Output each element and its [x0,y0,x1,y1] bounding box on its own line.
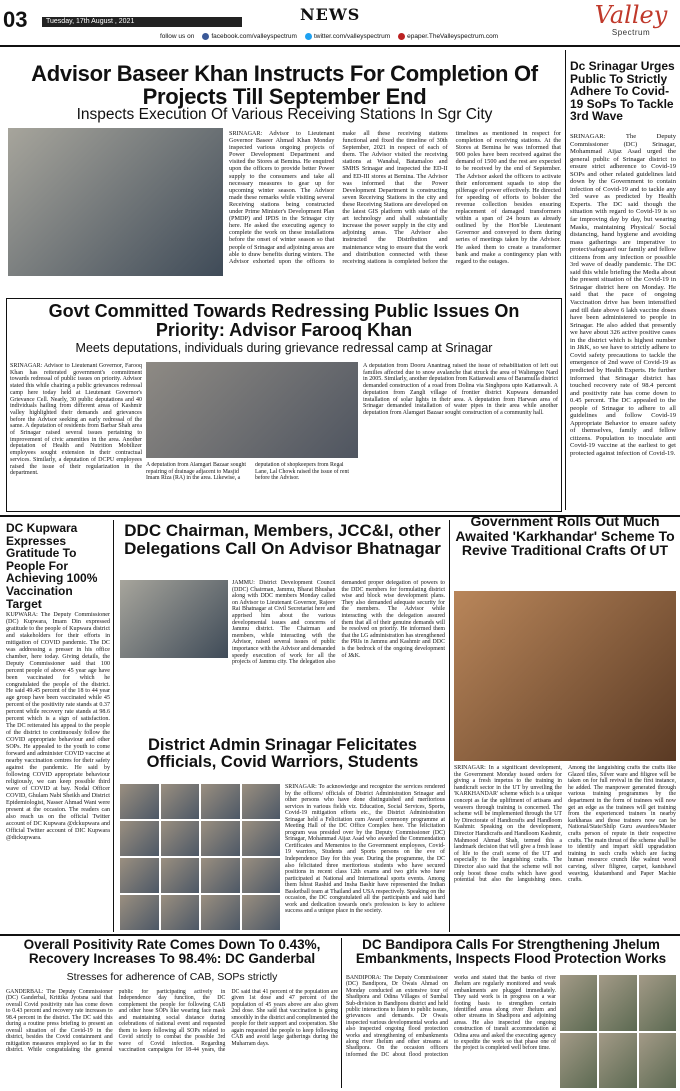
grievance-subhead: Meets deputations, individuals during grievance redressal camp at Srinagar [75,342,493,355]
twitter-icon [305,33,312,40]
lead-subhead: Inspects Execution Of Various Receiving Stations In Sgr City [76,107,493,123]
bandipora-photo [639,975,676,1031]
grievance-body-left: SRINAGAR: Advisor to Lieutenant Governor, Farooq Khan has reiterated government's commitment towards redressal of public issues on priority. Advisor stated this while chairing a public grievances redressal camp here today held at Lieutenant Governor's Grievance Cell. Nearly, 30 public deputations and 40 individuals hailing from different areas of Kashmir valley highlighted their demands and grievances before the Advisor seeking an early redressal of the same. A deputation of residents from Barbar Shah area of Srinagar raised several issues pertaining to improvement of civic amenities in the area. Another deputation of Health and Nutrition Mobilizer employees sought extension in their contractual services. Similarly, a deputation of DCPU employees raised the issue of their regularization in the department. [10,363,142,477]
column-divider [341,938,342,1088]
column-divider [565,50,566,510]
issue-date: Tuesday, 17th August , 2021 [42,17,242,27]
follow-label: follow us on [160,33,195,40]
grievance-photo [146,362,358,458]
felicitate-photo [201,821,240,856]
dc-srinagar-body: SRINAGAR: The Deputy Commissioner (DC) Srinagar, Mohammad Aijaz Asad urged the general public of Srinagar district to ensure strict adherence to Covid-19 SOPs and other related guidelines laid down by the Government to contain infection of Covid-19 and to tackle any 3rd wave as predicted by Health Experts. The DC said though the situation with regard to Covid-19 is so far improving day by day, but wearing Masks, maintaining Physical/ Social distancing, hand hygiene and avoiding mass gatherings are imperative to protect/safeguard our family and fellow citizens from any infection or possible 3rd wave of deadly pandemic. The DC said this while briefing the Media about the present situation of the Covid-19 in Srinagar district here on Monday. He said that the pace of ongoing Vaccination drive has been intensified and till date above 6 lakh vaccine doses have been administered to people in Srinagar. He also added that presently we have about 326 active positive cases in the district which is highest number in J&K, so we have to strictly adhere to Covid safety precautions to tackle the emergence of 2nd wave of Covid-19 as predicted by Health Experts. He further informed that Srinagar district has touched recovery rate of 98.4 percent and positivity rate has come down to 0.45 percent. The DC appealed to the people of Srinagar to adhere to all guidelines and follow Covid-19 Appropriate Behavior to ensure safety of themselves, family and fellow citizens. Population to inoculate anti Covid-19 vaccine at the earliest to get protected against infection of Covid-19. [570,133,676,457]
grievance-headline: Govt Committed Towards Redressing Public Issues On Priority: Advisor Farooq Khan [48,302,520,340]
felicitate-photo [161,784,200,819]
bandipora-photo [560,975,597,1031]
felicitate-photo [161,895,200,930]
epaper-link[interactable]: epaper.TheValleyspectrum.com [398,32,498,42]
karkhandar-photo [454,591,676,761]
ddc-headline: DDC Chairman, Members, JCC&I, other Delegations Call On Advisor Bhatnagar [124,522,441,558]
bandipora-photo [599,1033,636,1089]
felicitate-photo [242,858,281,893]
felicitate-photo [242,784,281,819]
felicitate-photo [201,858,240,893]
felicitate-photo [201,784,240,819]
section-title: NEWS [300,5,361,24]
grievance-body-right: A deputation from Dooru Anantnag raised the issue of rehabilitation of left out families affected due to snow avalanche that struck the area of Waltengoo Nard in 2005. Similarly, another deputation from Katianwali area of Baramulla district demanded construction of a road from Dolina via Singhpora upto Katianwali. A deputation from Zangli village of frontier district Kupwara demanded installation of solar lights in their area. A deputation from Harwan area of Srinagar demanded installation of water pipes in their area while another deputation from Alamgari Bazaar sought construction of a community hall. [363,363,558,416]
felicitate-body: SRINAGAR: To acknowledge and recognize the services rendered by the officers/ officials of District Administration Srinagar and other persons who have done distinguished and meritorious services in various fields viz. Education, Social Services, Sports, Covid-19 mitigation efforts etc., the District Administration Srinagar held a Felicitation cum Award ceremony programme at Meeting Hall of the DC Office Complex here. The felicitation program was presided over by the Deputy Commissioner (DC) Srinagar, Mohammad Aijaz Asad who awarded the Commendation Certificates and Mementos to the Government employees, Covid-19 warriors, Students and Sports persons on the eve of Independence Day for this year. During the programme, the DC also felicitated three meritorious students who have secured positions in recent class 12th exams and two girls who have participated at National and International sports events. Among them Ishrat Rashid and Insha Bashir have represented the Indian Basketball team at Thailand and USA respectively. Speaking on the occasion, the DC congratulated all the participants and said hard work and dedication towards one's profession is key to achieve success and a unique place in the society. [285,784,445,915]
lead-photo [8,128,223,276]
facebook-link[interactable]: facebook.com/valleyspectrum [202,32,297,42]
column-divider [113,520,114,932]
lead-headline: Advisor Baseer Khan Instructs For Completion Of Projects Till September End [31,62,538,110]
felicitate-photo [120,858,159,893]
felicitate-photo [120,895,159,930]
grievance-caption: A deputation from Alamgari Bazaar sought repairing of drainage adjacent to Masjid Imam Riza (RA) in the area. Likewise, a deputation of shopkeepers from Regal Lane, Lal Chowk raised the issue of rent before the Advisor. [146,462,350,482]
bandipora-photo [639,1033,676,1089]
bandipora-photo-grid [560,975,676,1088]
ddc-body: JAMMU: District Development Council (DDC) Chairman, Jammu, Bharat Bhushan along with DDC members Monday called on Advisor to Lieutenant Governor, Rajeev Rai Bhatnagar at Civil Secretariat here and apprised him about the various developmental issues and concerns of Jammu district. The Chairman and members, while interacting with the Advisor, raised several issues of public importance with the Advisor and demanded speedy execution of work for all the projects of Jammu city. The delegation also demanded proper delegation of powers to the DDC members for formulating district wise and block wise development plans. They also demanded adequate security for the members. The Advisor while interacting with the delegation assured them that all of their genuine demands will be resolved on priority. He informed them that the LG administration has strengthened the PRIs in Jammu and Kashmir and DDC is the bedrock of the ongoing development of J&K. [232,580,445,666]
bandipora-headline: DC Bandipora Calls For Strengthening Jhelum Embankments, Inspects Flood Protection Works [355,938,667,967]
lead-body: SRINAGAR: Advisor to Lieutenant Governor Baseer Ahmad Khan Monday inspected various ongoing projects of Power Development Department and visited the Stores at Bemina. He enquired upon the officers to provide better Power supply to the consumers and take all necessary measures to gear up for upcoming winter season. The Advisor made these remarks while visiting several Receiving stations being constructed under Prime Minister's Development Plan (PMDP) and IPDS in the Srinagar city here. He asked the executing agency to complete the work on these installations before the onset of winter season so that people of Srinagar and adjoining areas are able to draw benefits during winters. The Advisor exhorted upon the officers to make all these receiving stations functional and fixed the timeline of 30th September, 2021 in respect of each of them. The Advisor visited the receiving stations at Wanabal, Batamaloo and SMHS Srinagar and inspected the ED-II and ED-III stores at Bemina. The Advisor was informed that the Power Development Department is constructing seven Receiving Stations in the city and these Receiving Stations are developed on the latest GIS platform with state of the art technology and shall substantially increase the power supply in the city and adjoining areas. The Advisor also instructed the Distribution and maintenance wing to ensure that the work and distribution connected with these receiving stations is completed before the timelines as mentioned in respect for completion of receiving stations. At the Stores at Bemina he was informed that 900 poles have been received against the demand of 1500 and the rest are expected to be received by the end of September. The Advisor asked the officers to activate their enforcement squads to stop the pilferage of power effectively. He directed for speeding of efforts to bolster the revenue collection besides ensuring replacement of damaged transformers within a span of 24 hours as already outlined by the Hon'ble Lieutenant Governor and conveyed to them during series of meetings taken by the Advisor. He asked them to create a transformer bank and make a contingency plan with regard to the outages. [229,130,561,265]
felicitate-headline: District Admin Srinagar Felicitates Officials, Covid Warriors, Students [146,737,419,772]
karkhandar-headline: Government Rolls Out Much Awaited 'Karkhandar' Scheme To Revive Traditional Crafts Of UT [455,514,675,559]
facebook-icon [202,33,209,40]
page-number: 03 [3,7,28,32]
masthead-logo: Valley Spectrum [594,2,668,37]
felicitate-photo [161,858,200,893]
header-divider [0,45,680,47]
felicitate-photo-grid [120,784,280,930]
karkhandar-body: SRINAGAR: In a significant development, the Government Monday issued orders for giving a fresh impetus to the training in handicraft sector in the UT by unveiling the 'KARKHANDAR' scheme which is a unique concept as far the upliftment of artisans and weavers through training is concerned. The scheme will be implemented through the UT by Directorate of Handicrafts and Handloom Kashmir. Speaking on the development, Director Handicrafts and Handloom Kashmir, Mahmood Ahmad Shah, termed this a landmark decision that will give a fresh lease of life to the craft scene of the UT and especially to the languishing crafts. The Director also said that the scheme will not only boost those crafts which have good potential but also the languishing ones. Among the languishing crafts the crafts like Glazed tiles, Silver ware and filigree will be taken on for full revival in the first instance, he added. The manpower generated through various training programmes by the department in the form of trainees will now get an edge as the trainees will get training from the experienced trainers in nearby karkhanas and those trainers now can be National/State/Shilp Guru awardees/Master crafts person of repute in their respective crafts. The main thrust of the scheme shall be to identify and impart skill upgradation training in such crafts which are facing human resource crunch like walnut wood carving, silver filigree, carpet, kanishawl weaving, khatamband and Paper Machie crafts. [454,765,676,884]
kupwara-body: KUPWARA: The Deputy Commissioner (DC) Kupwara, Imam Din expressed gratitude to the people of Kupwara district and stakeholders for their efforts in mitigation of COVID pandemic. The DC was addressing a presser in his office chamber, here today. Giving details, the Deputy Commissioner said that 100 percent people of above 45 year age have been vaccinated for which he congratulated the people of the district. He said 49.45 percent of the 18 to 44 year age group have been vaccinated while 45 percent of the positivity rate stands at 0.37 percent while recovery rate stands at 98.6 percent which is a sign of satisfaction. The DC reiterated his appeal to the people of the district to continuously follow the COVID appropriate behaviour and other SOPs. He appealed to the youth to come forward and administer COVID vaccine at nearby vaccination centres for their safety against the pandemic. He said by following COVID appropriate behaviour religiously, we can keep possible third wave of COVID at bay. Nodal Officer COVID, Ghulam Nabi Sheikh and District Epidemiologist, Nasser Ahmad Wani were present at the occasion. The readers can also reach us on the official Twitter account of DC Kupwara @dckupwara and Official Twitter account of DIC Kupwara @dickupwara. [6,612,110,841]
column-divider [449,520,450,932]
ganderbal-headline: Overall Positivity Rate Comes Down To 0.43%, Recovery Increases To 98.4%: DC Ganderbal [23,938,321,967]
bandipora-photo [599,975,636,1031]
social-links-bar [160,32,580,42]
felicitate-photo [161,821,200,856]
kupwara-headline: DC Kupwara Expresses Gratitude To People For Achieving 100% Vaccination Target [6,522,98,611]
ddc-photo [120,580,228,658]
ganderbal-subhead: Stresses for adherence of CAB, SOPs strictly [66,972,278,983]
epaper-icon [398,33,405,40]
bandipora-photo [560,1033,597,1089]
dc-srinagar-headline: Dc Srinagar Urges Public To Strictly Adhere To Covid-19 SoPs To Tackle 3rd Wave [570,60,675,124]
felicitate-photo [242,821,281,856]
felicitate-photo [242,895,281,930]
felicitate-photo [201,895,240,930]
twitter-link[interactable]: twitter.com/valleyspectrum [305,32,390,42]
section-divider [0,934,680,936]
felicitate-photo [120,784,159,819]
ganderbal-body: GANDERBAL: The Deputy Commissioner (DC) Ganderbal, Krittika Jyotsna said that overall Covid positivity rate has come down to 0.43 percent and recovery rate increases to 98.4 percent in the district. The DC said this during a routine press briefing to present an overall situation of the Covid-19 in the district, besides the Covid containment and mitigation measures employed so far in the district. While congratulating the general public for participating actively in Independence day function, the DC complement the people for following CAB and other hose SOPs like wearing face mask and maintaining social distance during celebrations of national event and requested them to keep following all SOPs related to Covid strictly to combat the possible 3rd wave of Covid infection. Regarding vaccination campaigns for 18-44 years, the DC said that 41 percent of the population are given 1st dose and 47 percent of the population of 45 years above are also given 2nd dose. She said that vaccination is going smoothly in the district and complimented the people for their support and cooperation. She again requested the people to keep following CAB and avoid large gatherings during the Muharram days. [6,989,338,1054]
bandipora-body: BANDIPORA: The Deputy Commissioner (DC) Bandipora, Dr Owais Ahmad on Monday conducted an extensive tour of Shadipora and Odina Villages of Sumbal Sub-division in Bandipora district and held public interactions to listen to public issues, grievances and demands. Dr Owais inspected various developmental works and also inspected ongoing flood protection works and strengthening of embankments along river Jhelum and other streams at Shadipora. On the occasion officers informed the DC about flood protection works and stated that the banks of river Jhelum are regularly monitored and weak embankments are plugged immediately. They said work is in progress on a war footing basis to strengthen certain identified areas along river Jhelum and other streams in Shadipora and adjoining areas. He also inspected the ongoing construction of transit accommodation at Odina area and asked the executing agency to expedite the work so that phase one of the project is completed well before time. [346,975,556,1058]
felicitate-photo [120,821,159,856]
